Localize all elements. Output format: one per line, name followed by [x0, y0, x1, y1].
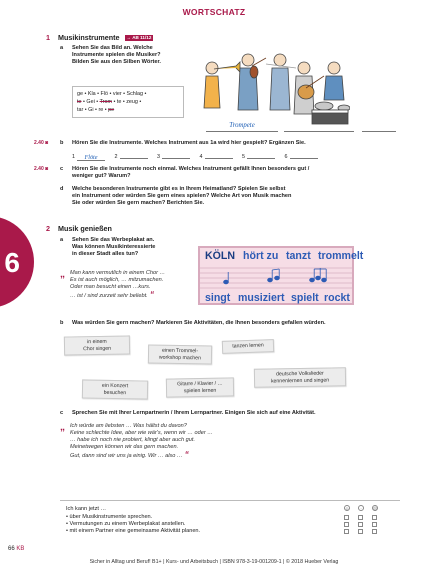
checkbox[interactable] [358, 522, 363, 527]
answer-slot[interactable]: 3 [157, 154, 192, 160]
example-phrases: Man kann vermutlich in einem Chor … Es ist auch möglich, … mitzumachen. Oder man besucht einen …kurs. … ist / sind zurzeit sehr beliebt. “ [70, 270, 166, 299]
exercise-1a-instruction [72, 45, 202, 66]
answer-line[interactable] [206, 122, 278, 132]
exercise-1a [60, 45, 63, 52]
syllable-row: tar • Gi • re • pe [77, 107, 115, 114]
exercise-label: a [60, 237, 64, 243]
poster-word: spielt [291, 292, 319, 304]
activity-note[interactable]: ein Konzert besuchen [82, 379, 148, 399]
exercise-1b [60, 140, 63, 147]
speech-quote-icon: „ [60, 422, 65, 433]
checkbox[interactable] [344, 522, 349, 527]
exercise-label: a [60, 45, 64, 51]
answer-line-empty[interactable] [284, 131, 354, 132]
activity-note[interactable]: Gitarre / Klavier / … spielen lernen [166, 377, 234, 397]
checkbox[interactable] [358, 515, 363, 520]
checkbox[interactable] [372, 515, 377, 520]
activity-note[interactable]: deutsche Volkslieder kennenlernen und singen [254, 367, 346, 388]
audio-track-icon[interactable]: 2.40 ◙ [34, 166, 49, 172]
section2-number: 2 [46, 224, 50, 233]
syllable-row: ge • Kla • Flö • vier • Schlag • [77, 91, 147, 97]
checkbox[interactable] [372, 522, 377, 527]
checkbox-column [344, 515, 386, 536]
exercise-label: c [60, 410, 64, 416]
syllable-box [72, 86, 184, 118]
instruction-line: Instrumente spielen die Musiker? [72, 51, 161, 58]
page-number: 66 KB [8, 546, 25, 552]
musicians-illustration [200, 38, 350, 128]
neutral-face-icon: · [358, 505, 364, 511]
checkbox[interactable] [372, 529, 377, 534]
exercise-label: d [60, 186, 64, 192]
instruction-line: Bilden Sie aus den Silben Wörter. [72, 58, 161, 65]
answer-slot[interactable]: 4 [200, 154, 235, 160]
speech-quote-icon: „ [60, 269, 65, 280]
activity-note[interactable]: einen Trommel- workshop machen [148, 344, 212, 364]
section1-number: 1 [46, 33, 50, 42]
section2-heading: Musik genießen [58, 224, 112, 233]
chapter-tab [0, 216, 34, 308]
activity-note[interactable]: in einem Chor singen [64, 335, 130, 355]
checkbox[interactable] [358, 529, 363, 534]
example-phrases: Ich würde am liebsten … Was hältst du davon? Keine schlechte Idee, aber wie wär's, wenn wir … oder … … habe ich noch nie probiert, klingt aber auch gut. Meinetwegen können wir das gern machen. Gut, dann sind wir uns ja einig. Wir … also … “ [70, 423, 213, 459]
exercise-2a-instruction: Sehen Sie das Werbeplakat an. Was können Musikinteressierte in dieser Stadt alles tun? [72, 237, 156, 257]
answer-slot[interactable]: 6 [285, 154, 320, 160]
selfcheck-list [66, 514, 346, 535]
answer-slot[interactable]: 2 [115, 154, 150, 160]
section-heading: WORTSCHATZ [182, 7, 246, 17]
answer-slot[interactable]: 1 Flöte [72, 154, 107, 160]
footer-copyright: Sicher in Alltag und Beruf! B1+ | Kurs- und Arbeitsbuch | ISBN 978-3-19-001209-1 | © 2018 Hueber Verlag [89, 559, 339, 565]
selfcheck-title: Ich kann jetzt … [66, 506, 107, 512]
section1-heading: Musikinstrumente [58, 33, 120, 42]
audio-track-icon[interactable]: 2.40 ◙ [34, 140, 49, 146]
sad-face-icon: ☹ [373, 506, 378, 511]
exercise-1c [60, 166, 63, 173]
poster-word: singt [205, 292, 231, 304]
answer-slot[interactable]: 5 [242, 154, 277, 160]
syllable-row: te • Gei • Trom • te • zeug • [77, 99, 142, 106]
section2-title [46, 224, 112, 233]
exercise-2b-instruction: Was würden Sie gern machen? Markieren Sie Aktivitäten, die Ihnen besonders gefallen würden. [72, 320, 326, 326]
exercise-2b [60, 320, 63, 327]
section1-title [46, 33, 153, 42]
poster-word: musiziert [238, 292, 285, 304]
exercise-2c [60, 410, 63, 417]
exercise-1b-instruction: Hören Sie die Instrumente. Welches Instrument aus 1a wird hier gespielt? Ergänzen Sie. [72, 140, 306, 146]
happy-face-icon: ☺ [345, 506, 350, 511]
handwritten-answer: Flöte [84, 154, 98, 161]
exercise-1d [60, 186, 63, 193]
selfcheck-item: • über Musikinstrumente sprechen. [66, 514, 153, 520]
selfcheck-item: • mit einem Partner eine gemeinsame Aktivität planen. [66, 527, 201, 534]
listening-answer-row [72, 152, 402, 161]
instruction-line: Sehen Sie das Bild an. Welche [72, 45, 153, 51]
answer-line-empty[interactable] [362, 131, 396, 132]
exercise-2a [60, 237, 63, 244]
chapter-number: 6 [4, 246, 20, 278]
divider [60, 500, 400, 501]
poster-word: tanzt [286, 250, 311, 262]
rating-faces [344, 505, 386, 513]
music-staff [200, 266, 352, 290]
poster-word: trommelt [318, 250, 364, 262]
poster-word: rockt [324, 292, 350, 304]
workbook-reference: → AB 11/12 [126, 35, 152, 40]
poster-word: KÖLN [205, 250, 236, 262]
handwritten-answer: Trompete [229, 122, 255, 129]
exercise-1c-instruction: Hören Sie die Instrumente noch einmal. Welches Instrument gefällt Ihnen besonders gut / weniger gut? Warum? [72, 166, 310, 179]
checkbox[interactable] [344, 529, 349, 534]
selfcheck-item: • Vermutungen zu einem Werbeplakat anstellen. [66, 520, 186, 527]
advertising-poster [198, 246, 364, 305]
exercise-1d-instruction: Welche besonderen Instrumente gibt es in Ihrem Heimatland? Spielen Sie selbst ein Instrument oder würden Sie gern eines spielen? Welche Art von Musik machen Sie oder würden Sie gern machen? Berichten Sie. [72, 186, 292, 206]
checkbox[interactable] [344, 515, 349, 520]
exercise-label: b [60, 320, 64, 326]
exercise-label: c [60, 166, 64, 172]
exercise-label: b [60, 140, 64, 146]
exercise-2c-instruction: Sprechen Sie mit Ihrer Lernpartnerin / Ihrem Lernpartner. Einigen Sie sich auf eine Aktivität. [72, 410, 316, 416]
poster-word: hört zu [243, 250, 279, 262]
activity-note[interactable]: tanzen lernen [222, 339, 274, 353]
